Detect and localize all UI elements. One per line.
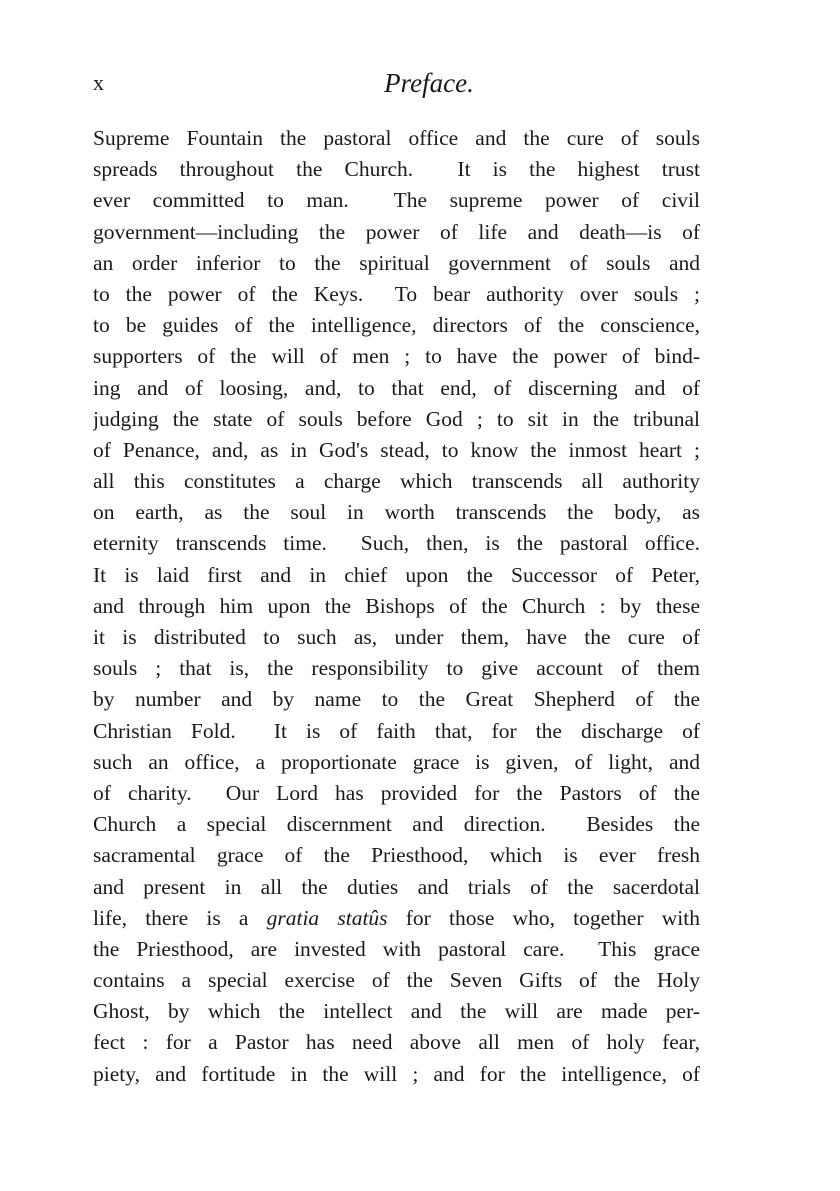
- text-line: supporters of the will of men ; to have the power of bind-: [93, 344, 700, 369]
- text-line: government—including the power of life and death—is of: [93, 219, 700, 244]
- text-line: Christian Fold. It is of faith that, for the discharge of: [93, 718, 700, 743]
- text-line: ing and of loosing, and, to that end, of discerning and of: [93, 375, 700, 400]
- text-line: judging the state of souls before God ; to sit in the tribunal: [93, 406, 700, 431]
- text-line: of Penance, and, as in God's stead, to know the inmost heart ;: [93, 437, 700, 462]
- text-line: fect : for a Pastor has need above all men of holy fear,: [93, 1030, 700, 1055]
- italic-phrase: gratia statûs: [266, 905, 388, 930]
- text-line: to the power of the Keys. To bear authority over souls ;: [93, 281, 700, 306]
- text-line: and present in all the duties and trials of the sacerdotal: [93, 874, 700, 899]
- text-line: and through him upon the Bishops of the Church : by these: [93, 593, 700, 618]
- text-line: contains a special exercise of the Seven Gifts of the Holy: [93, 968, 700, 993]
- text-line: to be guides of the intelligence, directors of the conscience,: [93, 313, 700, 338]
- text-line: Ghost, by which the intellect and the will are made per-: [93, 999, 700, 1024]
- text-line: an order inferior to the spiritual government of souls and: [93, 250, 700, 275]
- text-line: It is laid first and in chief upon the Successor of Peter,: [93, 562, 700, 587]
- text-line: sacramental grace of the Priesthood, which is ever fresh: [93, 843, 700, 868]
- text-line: piety, and fortitude in the will ; and for the intelligence, of: [93, 1061, 700, 1086]
- text-line: on earth, as the soul in worth transcends the body, as: [93, 500, 700, 525]
- text-line: ever committed to man. The supreme power of civil: [93, 188, 700, 213]
- text-line: the Priesthood, are invested with pastoral care. This grace: [93, 936, 700, 961]
- running-title: Preface.: [384, 68, 474, 98]
- page-number: x: [93, 70, 105, 95]
- text-line-with-italic: [93, 903, 700, 934]
- body-text: [93, 123, 700, 1090]
- text-line: souls ; that is, the responsibility to give account of them: [93, 656, 700, 681]
- text-line: by number and by name to the Great Shepherd of the: [93, 687, 700, 712]
- text-line: Church a special discernment and direction. Besides the: [93, 812, 700, 837]
- text-line: Supreme Fountain the pastoral office and the cure of souls: [93, 126, 700, 150]
- text-fragment: life, there is a: [93, 905, 267, 930]
- text-fragment: for those who, together with: [387, 905, 700, 930]
- text-line: it is distributed to such as, under them, have the cure of: [93, 625, 700, 649]
- text-line: all this constitutes a charge which transcends all authority: [93, 469, 700, 494]
- text-line: such an office, a proportionate grace is given, of light, and: [93, 749, 700, 774]
- text-line: of charity. Our Lord has provided for the Pastors of the: [93, 780, 700, 805]
- text-line: eternity transcends time. Such, then, is the pastoral office.: [93, 531, 700, 556]
- text-line: spreads throughout the Church. It is the highest trust: [93, 157, 700, 182]
